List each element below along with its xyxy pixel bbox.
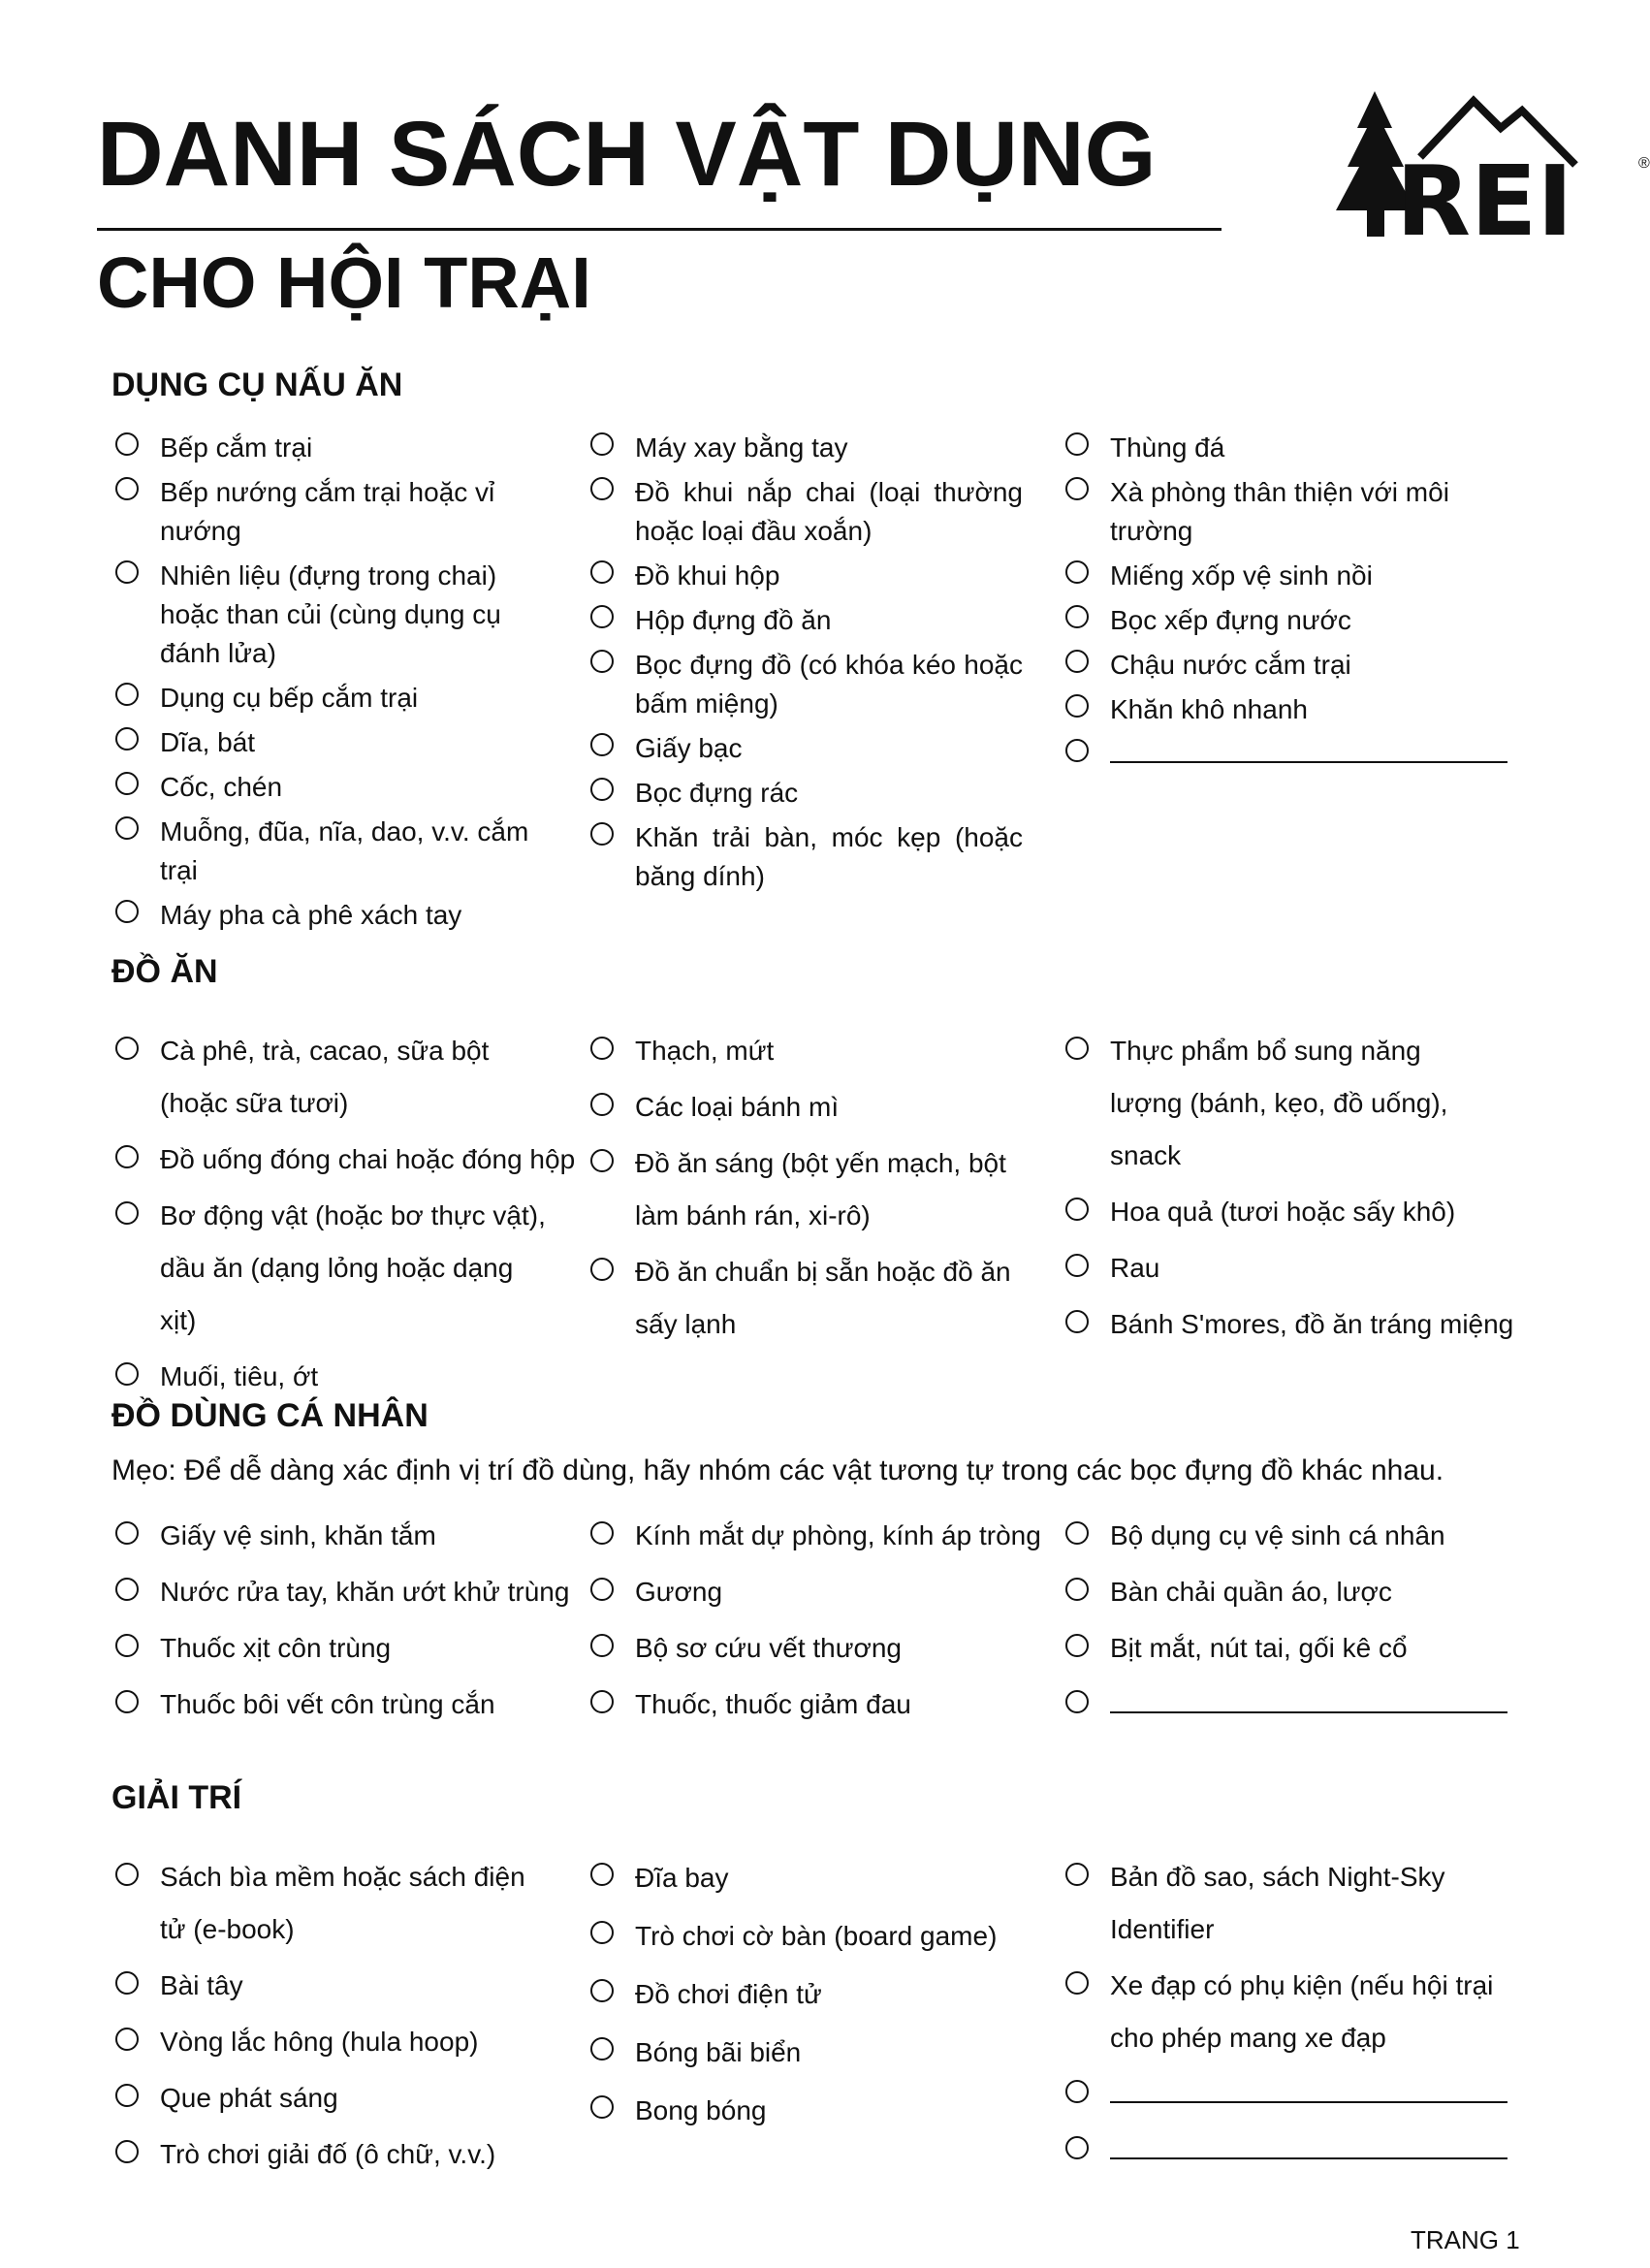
list-item[interactable]: Cà phê, trà, cacao, sữa bột (hoặc sữa tươi) [111,1025,548,1130]
list-item[interactable]: Bơ động vật (hoặc bơ thực vật), dầu ăn (dạng lỏng hoặc dạng xịt) [111,1190,548,1347]
checkbox[interactable] [590,733,614,756]
checkbox[interactable] [115,477,139,500]
list-item[interactable]: Thùng đá [1062,429,1498,467]
checkbox[interactable] [590,1093,614,1116]
column-3 [1062,429,1498,780]
checkbox[interactable] [1065,739,1089,762]
write-in-line[interactable] [1110,1686,1507,1713]
list-item[interactable]: Bài tây [111,1960,548,2012]
list-item[interactable]: Bong bóng [587,2084,1023,2138]
list-item[interactable]: Đồ ăn chuẩn bị sẵn hoặc đồ ăn sấy lạnh [587,1246,1023,1351]
list-item[interactable]: Thuốc bôi vết côn trùng cắn [111,1678,548,1731]
section-food [111,953,1527,1391]
list-item[interactable]: Đồ khui nắp chai (loại thường hoặc loại đầu xoắn) [587,473,1023,551]
list-item[interactable]: Các loại bánh mì [587,1081,1023,1134]
page-subtitle: CHO HỘI TRẠI [97,242,591,323]
checkbox[interactable] [115,1145,139,1168]
checkbox[interactable] [590,2095,614,2119]
section-personal [111,1399,1527,1742]
checkbox[interactable] [115,1863,139,1886]
column-1 [111,1510,570,1735]
list-item[interactable]: Đồ chơi điện tử [587,1967,1023,2022]
list-item[interactable]: Dụng cụ bếp cắm trại [111,679,548,718]
checkbox[interactable] [1065,1254,1089,1277]
blank-write-in-item[interactable] [1062,735,1498,774]
list-item[interactable]: Giấy bạc [587,729,1023,768]
page-number: TRANG 1 [1411,2225,1520,2254]
list-item[interactable]: Nước rửa tay, khăn ướt khử trùng [111,1566,548,1618]
list-item[interactable]: Chậu nước cắm trại [1062,646,1498,685]
page-header [97,0,1650,330]
checkbox[interactable] [115,727,139,751]
checkbox[interactable] [115,1201,139,1225]
checkbox[interactable] [115,2084,139,2107]
list-item[interactable]: Bộ sơ cứu vết thương [587,1622,1023,1675]
write-in-line[interactable] [1110,2076,1507,2103]
checkbox[interactable] [590,650,614,673]
list-item[interactable]: Hộp đựng đồ ăn [587,601,1023,640]
section-entertainment [111,1781,1527,2200]
list-item[interactable]: Hoa quả (tươi hoặc sấy khô) [1062,1186,1498,1238]
checkbox[interactable] [1065,694,1089,718]
checkbox[interactable] [1065,2136,1089,2159]
column-2 [587,1851,1023,2142]
column-3 [1062,1510,1498,1735]
checkbox[interactable] [115,683,139,706]
section-title: DỤNG CỤ NẤU ĂN [111,367,403,403]
list-item[interactable]: Bịt mắt, nút tai, gối kê cổ [1062,1622,1498,1675]
list-item[interactable]: Xe đạp có phụ kiện (nếu hội trại cho phép mang xe đạp [1062,1960,1498,2064]
list-item[interactable]: Thực phẩm bổ sung năng lượng (bánh, kẹo, đồ uống), snack [1062,1025,1498,1182]
list-item[interactable]: Thuốc, thuốc giảm đau [587,1678,1023,1731]
checkbox[interactable] [590,1979,614,2002]
section-title: ĐỒ ĂN [111,953,218,990]
blank-write-in-item[interactable] [1062,2124,1498,2177]
list-item[interactable]: Thạch, mứt [587,1025,1023,1077]
list-item[interactable]: Trò chơi cờ bàn (board game) [587,1909,1023,1964]
column-2 [587,1510,1041,1735]
list-item[interactable]: Kính mắt dự phòng, kính áp tròng [587,1510,1023,1562]
rei-logo [1328,89,1619,258]
checkbox[interactable] [590,477,614,500]
list-item[interactable]: Giấy vệ sinh, khăn tắm [111,1510,548,1562]
checkbox[interactable] [590,1863,614,1886]
list-item[interactable]: Bản đồ sao, sách Night-Sky Identifier [1062,1851,1498,1956]
checkbox[interactable] [1065,477,1089,500]
checkbox[interactable] [590,1921,614,1944]
list-item[interactable]: Miếng xốp vệ sinh nồi [1062,557,1498,595]
list-item[interactable]: Cốc, chén [111,768,548,807]
checkbox[interactable] [1065,1521,1089,1545]
checkbox[interactable] [115,772,139,795]
checkbox[interactable] [1065,1634,1089,1657]
checkbox[interactable] [1065,1037,1089,1060]
list-item[interactable]: Máy xay bằng tay [587,429,1023,467]
checkbox[interactable] [590,1037,614,1060]
list-item[interactable]: Bọc xếp đựng nước [1062,601,1498,640]
section-title: ĐỒ DÙNG CÁ NHÂN [111,1397,428,1434]
checkbox[interactable] [1065,1971,1089,1995]
checkbox[interactable] [115,900,139,923]
tip-text: Mẹo: Để dễ dàng xác định vị trí đồ dùng, hãy nhóm các vật tương tự trong các bọc đựng đồ khác nhau. [111,1454,1444,1486]
list-item[interactable]: Que phát sáng [111,2072,548,2124]
checkbox[interactable] [1065,1863,1089,1886]
checkbox[interactable] [1065,1690,1089,1713]
list-item[interactable]: Bộ dụng cụ vệ sinh cá nhân [1062,1510,1498,1562]
checkbox[interactable] [115,816,139,840]
list-item[interactable]: Bọc đựng rác [587,774,1023,813]
checkbox[interactable] [115,1037,139,1060]
checkbox[interactable] [590,1578,614,1601]
column-1 [111,1851,548,2185]
checkbox[interactable] [590,560,614,584]
list-item[interactable]: Bánh S'mores, đồ ăn tráng miệng [1062,1298,1498,1351]
column-3 [1062,1851,1498,2181]
column-2 [587,429,1023,902]
checkbox[interactable] [590,605,614,628]
list-item[interactable]: Đồ khui hộp [587,557,1023,595]
checkbox[interactable] [1065,560,1089,584]
logo-letters: REI [1396,144,1573,258]
list-item[interactable]: Đĩa bay [587,1851,1023,1905]
list-item[interactable]: Gương [587,1566,1023,1618]
checkbox[interactable] [590,822,614,846]
list-item[interactable]: Bếp cắm trại [111,429,548,467]
list-item[interactable]: Xà phòng thân thiện với môi trường [1062,473,1498,551]
checkbox[interactable] [590,1521,614,1545]
checkbox[interactable] [590,1634,614,1657]
list-item[interactable]: Sách bìa mềm hoặc sách điện tử (e-book) [111,1851,548,1956]
blank-write-in-item[interactable] [1062,2068,1498,2121]
list-item[interactable]: Rau [1062,1242,1498,1294]
list-item[interactable]: Đồ uống đóng chai hoặc đóng hộp [111,1134,548,1186]
list-item[interactable]: Bàn chải quần áo, lược [1062,1566,1498,1618]
checkbox[interactable] [1065,2080,1089,2103]
write-in-line[interactable] [1110,2132,1507,2159]
list-item[interactable]: Đồ ăn sáng (bột yến mạch, bột làm bánh rán, xi-rô) [587,1137,1023,1242]
title-divider [97,228,1222,231]
column-1 [111,429,548,941]
checkbox[interactable] [1065,1198,1089,1221]
list-item[interactable]: Khăn trải bàn, móc kẹp (hoặc băng dính) [587,818,1023,896]
checkbox[interactable] [590,778,614,801]
list-item[interactable]: Khăn khô nhanh [1062,690,1498,729]
checkbox[interactable] [115,560,139,584]
checkbox[interactable] [1065,1578,1089,1601]
column-3 [1062,1025,1514,1355]
list-item[interactable]: Máy pha cà phê xách tay [111,896,548,935]
list-item[interactable]: Muối, tiêu, ớt [111,1351,548,1403]
checkbox[interactable] [115,1362,139,1386]
list-item[interactable]: Bếp nướng cắm trại hoặc vỉ nướng [111,473,548,551]
list-item[interactable]: Thuốc xịt côn trùng [111,1622,548,1675]
checkbox[interactable] [590,1690,614,1713]
checkbox[interactable] [115,1971,139,1995]
list-item[interactable]: Trò chơi giải đố (ô chữ, v.v.) [111,2128,548,2181]
write-in-line[interactable] [1110,736,1507,763]
checkbox[interactable] [1065,650,1089,673]
checkbox[interactable] [115,2028,139,2051]
checkbox[interactable] [1065,605,1089,628]
checkbox[interactable] [115,2140,139,2163]
page-title: DANH SÁCH VẬT DỤNG [97,103,1157,206]
checkbox[interactable] [590,432,614,456]
checkbox[interactable] [590,1258,614,1281]
list-item[interactable]: Nhiên liệu (đựng trong chai) hoặc than củi (cùng dụng cụ đánh lửa) [111,557,548,673]
list-item[interactable]: Vòng lắc hông (hula hoop) [111,2016,548,2068]
checkbox[interactable] [590,2037,614,2060]
checkbox[interactable] [115,432,139,456]
checkbox[interactable] [1065,432,1089,456]
column-2 [587,1025,1023,1355]
checkbox[interactable] [115,1521,139,1545]
list-item[interactable]: Dĩa, bát [111,723,548,762]
checkbox[interactable] [115,1578,139,1601]
checkbox[interactable] [590,1149,614,1172]
checkbox[interactable] [115,1690,139,1713]
list-item[interactable]: Bọc đựng đồ (có khóa kéo hoặc bấm miệng) [587,646,1023,723]
checkbox[interactable] [115,1634,139,1657]
checkbox[interactable] [1065,1310,1089,1333]
blank-write-in-item[interactable] [1062,1678,1498,1731]
list-item[interactable]: Muỗng, đũa, nĩa, dao, v.v. cắm trại [111,813,548,890]
column-1 [111,1025,576,1407]
section-cooking [111,367,1527,930]
registered-mark: ® [1638,155,1650,172]
section-title: GIẢI TRÍ [111,1779,242,1816]
list-item[interactable]: Bóng bãi biển [587,2026,1023,2080]
